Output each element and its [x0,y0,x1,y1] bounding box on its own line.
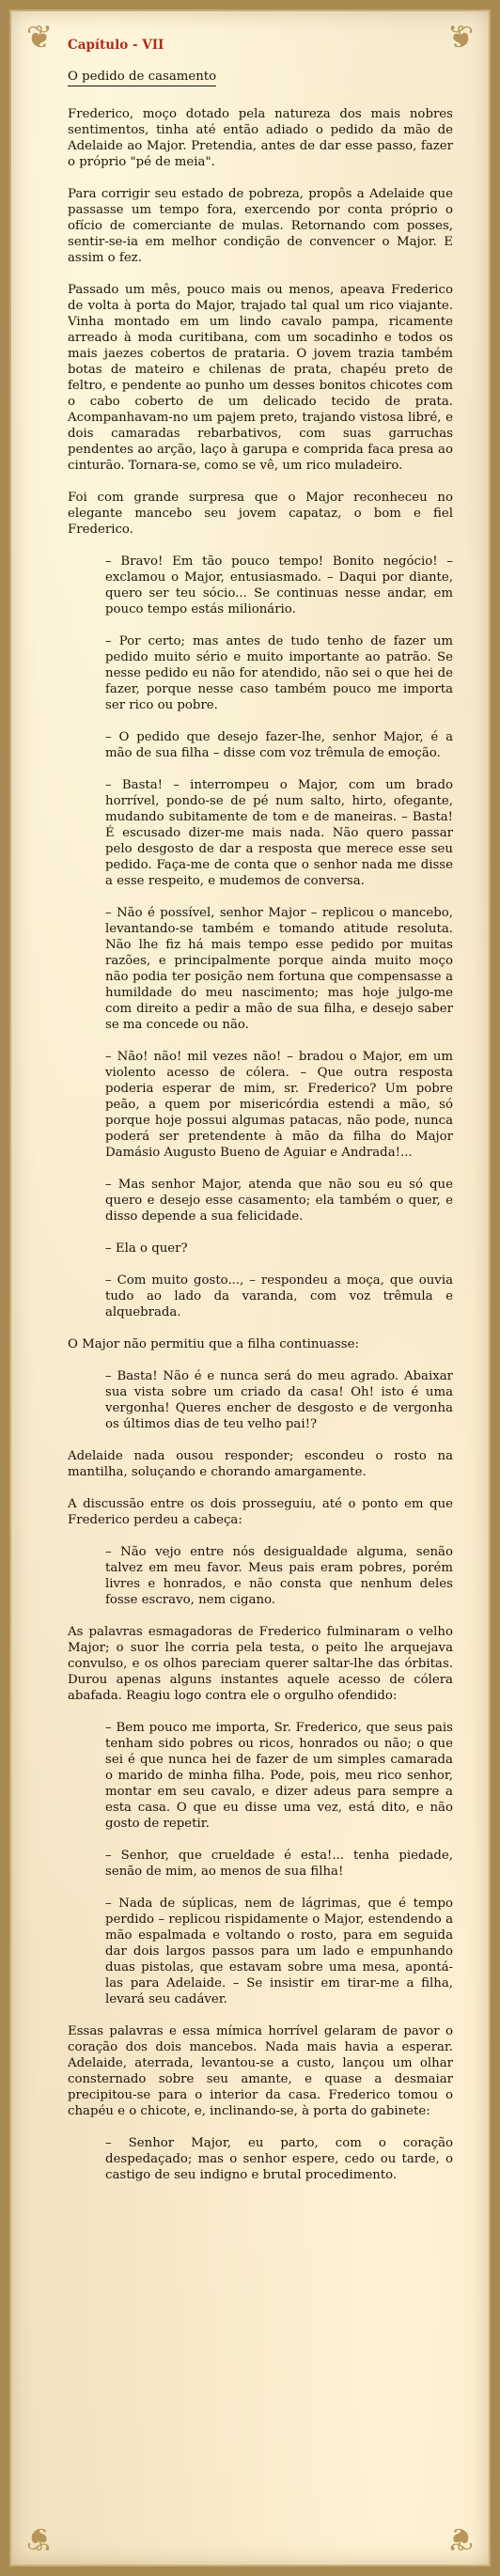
dialogue-paragraph: – Não vejo entre nós desigualdade alguma, senão talvez em meu favor. Meus pais eram pobres, porém livres e honrados, e não consta que nenhum deles fosse escravo, nem cigano. [105,1545,453,1607]
corner-ornament-icon: ❦ [446,2520,475,2557]
narrative-paragraph: Para corrigir seu estado de pobreza, propôs a Adelaide que passasse um tempo fora, exercendo por conta próprio o ofício de comerciante de mulas. Retornando com posses, sentir-se-ia em melhor condição de convencer o Major. E assim o fez. [68,187,453,265]
dialogue-paragraph: – Nada de súplicas, nem de lágrimas, que é tempo perdido – replicou rispidamente o Major, estendendo a mão espalmada e voltando o rosto, para em seguida dar dois largos passos para um lado e empunhando duas pistolas, que estavam sobre uma mesa, apontá-las para Adelaide. – Se insistir em tirar-me a filha, levará seu cadáver. [105,1897,453,2006]
corner-ornament-icon: ❦ [446,19,475,56]
narrative-paragraph: Passado um mês, pouco mais ou menos, apeava Frederico de volta à porta do Major, trajado tal qual um rico viajante. Vinha montado em um lindo cavalo pampa, ricamente arreado à moda curitibana, com um socadinho e todos os mais jaezes cobertos de prataria. O jovem trazia também botas de mateiro e chilenas de prata, chapéu preto de feltro, e pendente ao punho um desses bonitos chicotes com o cabo coberto de um delicado tecido de prata. Acompanhavam-no um pajem preto, trajando vistosa libré, e dois camaradas rebarbativos, com suas garruchas pendentes ao arção, laço à garupa e comprida faca presa ao cinturão. Tornara-se, como se vê, um rico muladeiro. [68,283,453,473]
chapter-subtitle: O pedido de casamento [68,69,216,86]
narrative-paragraph: Foi com grande surpresa que o Major reconheceu no elegante mancebo seu jovem capataz, o bom e fiel Frederico. [68,491,453,537]
dialogue-paragraph: – Por certo; mas antes de tudo tenho de fazer um pedido muito sério e muito importante ao patrão. Se nesse pedido eu não for atendido, não sei o que hei de fazer, porque nesse caso também pouco me importa ser rico ou pobre. [105,634,453,712]
dialogue-paragraph: – Basta! Não é e nunca será do meu agrado. Abaixar sua vista sobre um criado da casa! Oh! isto é uma vergonha! Queres encher de desgosto e de vergonha os últimos dias de teu velho pai!? [105,1369,453,1431]
narrative-paragraph: A discussão entre os dois prosseguiu, até o ponto em que Frederico perdeu a cabeça: [68,1497,453,1527]
dialogue-paragraph: – O pedido que desejo fazer-lhe, senhor Major, é a mão de sua filha – disse com voz trêmula de emoção. [105,730,453,760]
narrative-paragraph: O Major não permitiu que a filha continuasse: [68,1337,359,1351]
dialogue-paragraph: – Bravo! Em tão pouco tempo! Bonito negócio! – exclamou o Major, entusiasmado. – Daqui por diante, quero ser teu sócio... Se continuas nesse andar, em pouco tempo estás milionário. [105,554,453,617]
chapter-body [68,106,453,2183]
dialogue-paragraph: – Não! não! mil vezes não! – bradou o Major, em um violento acesso de cólera. – Que outra resposta poderia esperar de mim, sr. Frederico? Um pobre peão, a quem por misericórdia estendi a mão, só porque hoje possui algumas patacas, não pode, nunca poderá ser pretendente à mão da filha do Major Damásio Augusto Bueno de Aguiar e Andrada!... [105,1050,453,1160]
dialogue-paragraph: – Mas senhor Major, atenda que não sou eu só que quero e desejo esse casamento; ela também o quer, e disso depende a sua felicidade. [105,1178,453,1224]
corner-ornament-icon: ❦ [25,19,54,56]
narrative-paragraph: Essas palavras e essa mímica horrível gelaram de pavor o coração dos dois mancebos. Nada mais havia a esperar. Adelaide, aterrada, levantou-se a custo, lançou um olhar consternado sobre seu amante, e quase a desmaiar precipitou-se para o interior da casa. Frederico tomou o chapéu e o chicote, e, inclinando-se, à porta do gabinete: [68,2024,453,2118]
narrative-paragraph: As palavras esmagadoras de Frederico fulminaram o velho Major; o suor lhe corria pela testa, o peito lhe arquejava convulso, e os olhos pareciam querer saltar-lhe das órbitas. Durou apenas alguns instantes aquele acesso de cólera abafada. Reagiu logo contra ele o orgulho ofendido: [68,1625,453,1703]
dialogue-paragraph: – Bem pouco me importa, Sr. Frederico, que seus pais tenham sido pobres ou ricos, honrados ou não; o que sei é que nunca hei de fazer de um simples camarada o marido de minha filha. Pode, pois, meu rico senhor, montar em seu cavalo, e dizer adeus para sempre a esta casa. O que eu disse uma vez, está dito, e não gosto de repetir. [105,1721,453,1831]
narrative-paragraph: Frederico, moço dotado pela natureza dos mais nobres sentimentos, tinha até então adiado o pedido da mão de Adelaide ao Major. Pretendia, antes de dar esse passo, fazer o próprio "pé de meia". [68,107,453,169]
dialogue-paragraph: – Senhor, que crueldade é esta!... tenha piedade, senão de mim, ao menos de sua filha! [105,1849,453,1879]
chapter-heading: Capítulo - VII [68,38,164,53]
dialogue-paragraph: – Não é possível, senhor Major – replicou o mancebo, levantando-se também e tomando atitude resoluta. Não lhe fiz há mais tempo esse pedido por muitas razões, e principalmente porque ainda muito moço não podia ter posição nem fortuna que compensasse a humildade do meu nascimento; mas hoje julgo-me com direito a pedir a mão de sua filha, e desejo saber se ma concede ou não. [105,906,453,1032]
dialogue-paragraph: – Senhor Major, eu parto, com o coração despedaçado; mas o senhor espere, cedo ou tarde, o castigo de seu indigno e brutal procedimento. [105,2136,453,2182]
dialogue-paragraph: – Basta! – interrompeu o Major, com um brado horrível, pondo-se de pé num salto, hirto, ofegante, mudando subitamente de tom e de maneiras. – Basta! É escusado dizer-me mais nada. Não quero passar pelo desgosto de dar a resposta que merece esse seu pedido. Faça-me de conta que o senhor nada me disse a esse respeito, e mudemos de conversa. [105,778,453,888]
chapter-text [68,38,453,2199]
narrative-paragraph: Adelaide nada ousou responder; escondeu o rosto na mantilha, soluçando e chorando amargamente. [68,1449,453,1479]
dialogue-paragraph: – Com muito gosto..., – respondeu a moça, que ouvia tudo ao lado da varanda, com voz trêmula e alquebrada. [105,1273,453,1319]
dialogue-paragraph: – Ela o quer? [105,1241,188,1256]
corner-ornament-icon: ❦ [25,2520,54,2557]
